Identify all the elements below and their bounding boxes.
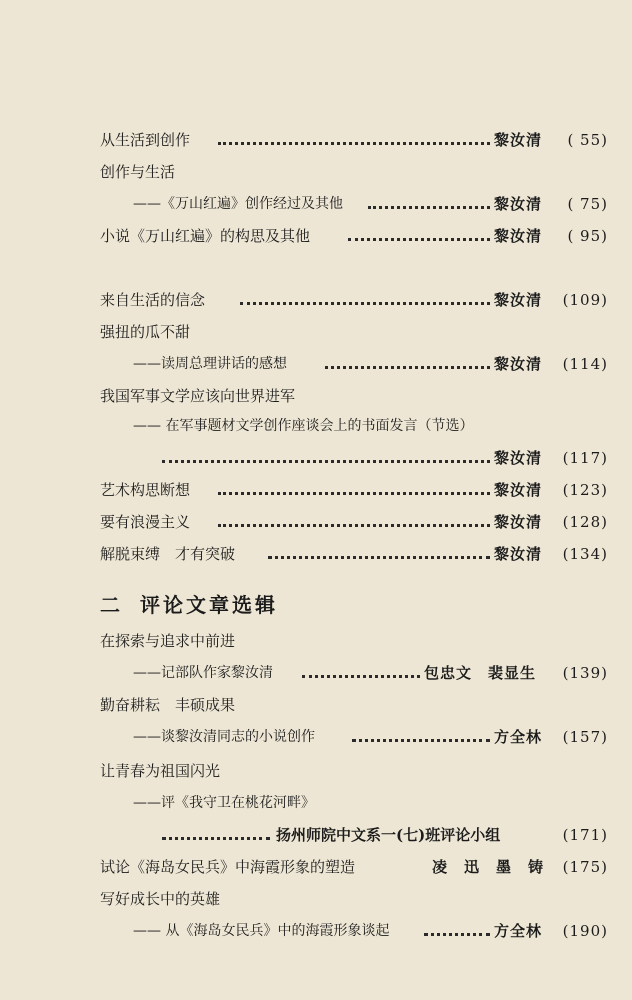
dot-leader [218,492,490,495]
toc-entry [0,157,632,187]
entry-title: 在探索与追求中前进 [100,632,236,650]
entry-author: 方全林 [494,728,543,746]
entry-page: (134) [562,545,608,563]
toc-entry [0,916,632,946]
toc-entry [0,443,632,473]
entry-page: (157) [562,728,608,746]
toc-entry [0,125,632,155]
entry-page: (123) [562,481,608,499]
entry-title: 写好成长中的英雄 [100,890,221,908]
entry-page: (175) [562,858,608,876]
entry-author: 黎汝清 [494,131,543,149]
entry-subtitle: ——读周总理讲话的感想 [133,356,287,372]
entry-title: 解脱束缚 才有突破 [100,545,236,563]
dot-leader [368,206,490,209]
entry-page: (128) [562,513,608,531]
entry-author: 黎汝清 [494,227,543,245]
dot-leader [348,238,490,241]
entry-author: 黎汝清 [494,195,543,213]
entry-author: 方全林 [494,922,543,940]
dot-leader [352,739,490,742]
toc-entry [0,722,632,752]
dot-leader [218,142,490,145]
entry-title: 试论《海岛女民兵》中海霞形象的塑造 [100,858,356,876]
dot-leader [302,675,420,678]
toc-entry [0,411,632,441]
entry-subtitle: —— 从《海岛女民兵》中的海霞形象谈起 [133,923,390,939]
toc-entry [0,221,632,251]
entry-page: ( 55) [567,131,608,149]
dot-leader [162,837,270,840]
entry-subtitle: ——评《我守卫在桃花河畔》 [133,795,315,811]
toc-entry [0,285,632,315]
toc-entry [0,539,632,569]
dot-leader [218,524,490,527]
toc-entry [0,381,632,411]
section-number: 二 [100,593,123,617]
entry-author: 黎汝清 [494,355,543,373]
entry-page: (171) [562,826,608,844]
entry-subtitle: ——《万山红遍》创作经过及其他 [133,196,343,212]
entry-title: 艺术构思断想 [100,481,191,499]
entry-title: 从生活到创作 [100,131,191,149]
toc-entry [0,475,632,505]
toc-entry [0,788,632,818]
entry-author: 包忠文 裴显生 [424,664,537,682]
entry-subtitle: —— 在军事题材文学创作座谈会上的书面发言（节选） [133,418,474,434]
entry-author: 黎汝清 [494,291,543,309]
entry-subtitle: ——谈黎汝清同志的小说创作 [133,729,315,745]
dot-leader [325,366,490,369]
toc-entry [0,852,632,882]
entry-page: (114) [562,355,608,373]
toc-entry [0,884,632,914]
entry-subtitle: ——记部队作家黎汝清 [133,665,273,681]
entry-author: 黎汝清 [494,545,543,563]
entry-page: (117) [562,449,608,467]
entry-title: 来自生活的信念 [100,291,206,309]
toc-entry [0,507,632,537]
entry-author: 凌 迅 墨 铸 [432,858,545,876]
entry-page: ( 95) [567,227,608,245]
toc-entry [0,317,632,347]
entry-author: 黎汝清 [494,481,543,499]
entry-author: 黎汝清 [494,513,543,531]
dot-leader [240,302,490,305]
entry-title: 让青春为祖国闪光 [100,762,221,780]
entry-page: (109) [562,291,608,309]
section-heading [0,588,632,622]
dot-leader [424,933,490,936]
toc-entry [0,820,632,850]
entry-page: ( 75) [567,195,608,213]
entry-title: 强扭的瓜不甜 [100,323,191,341]
entry-title: 小说《万山红遍》的构思及其他 [100,227,311,245]
entry-title: 要有浪漫主义 [100,513,191,531]
entry-author: 黎汝清 [494,449,543,467]
section-title: 评论文章选辑 [140,593,278,617]
dot-leader [162,460,490,463]
toc-entry [0,626,632,656]
entry-title: 我国军事文学应该向世界进军 [100,387,296,405]
toc-entry [0,658,632,688]
entry-title: 勤奋耕耘 丰硕成果 [100,696,236,714]
toc-entry [0,349,632,379]
toc-entry [0,690,632,720]
entry-page: (139) [562,664,608,682]
dot-leader [268,556,490,559]
entry-title: 创作与生活 [100,163,176,181]
toc-entry [0,189,632,219]
entry-author: 扬州师院中文系一(七)班评论小组 [276,826,501,844]
entry-page: (190) [562,922,608,940]
toc-entry [0,756,632,786]
